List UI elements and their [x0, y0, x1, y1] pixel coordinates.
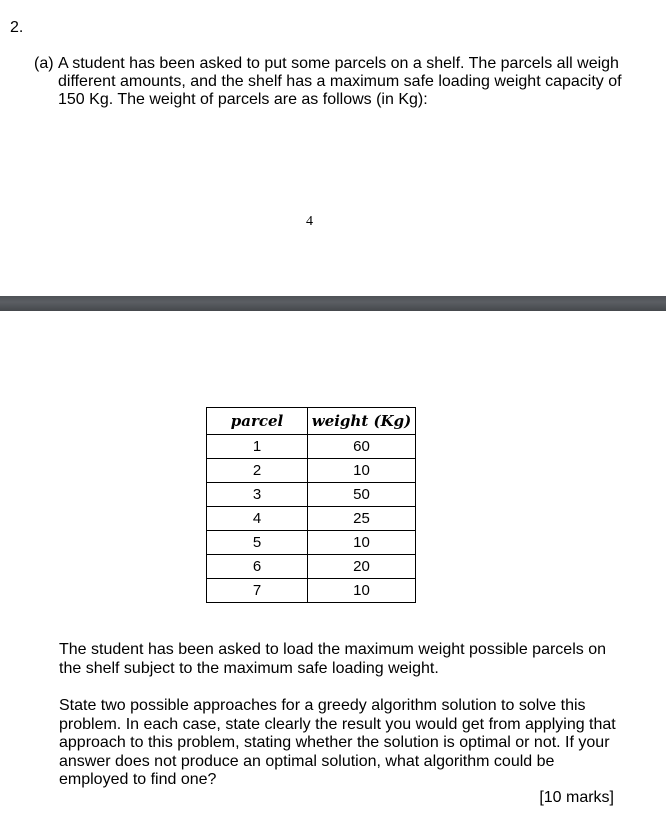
table-row	[207, 579, 416, 603]
parcel-cell: 5	[207, 531, 308, 555]
table-row	[207, 435, 416, 459]
table-row	[207, 483, 416, 507]
marks-label: [10 marks]	[539, 789, 614, 806]
paragraph-objective: The student has been asked to load the maximum weight possible parcels on the shelf subject to the maximum safe loading weight.	[59, 641, 606, 677]
header-weight: weight (Kg)	[308, 408, 416, 435]
weight-cell: 25	[308, 507, 416, 531]
table-row	[207, 555, 416, 579]
parcel-cell: 3	[207, 483, 308, 507]
parcel-cell: 4	[207, 507, 308, 531]
parcel-cell: 1	[207, 435, 308, 459]
part-label: (a)	[34, 55, 54, 72]
table-row	[207, 507, 416, 531]
weight-cell: 10	[308, 459, 416, 483]
question-part-a	[34, 55, 624, 109]
weight-cell: 50	[308, 483, 416, 507]
weight-cell: 20	[308, 555, 416, 579]
header-parcel: parcel	[207, 408, 308, 435]
weight-cell: 60	[308, 435, 416, 459]
table-header-row	[207, 408, 416, 435]
table-row	[207, 459, 416, 483]
weight-cell: 10	[308, 531, 416, 555]
question-number: 2.	[10, 19, 24, 36]
page-break-divider	[0, 296, 666, 311]
parcel-weight-table	[206, 407, 416, 603]
parcel-cell: 6	[207, 555, 308, 579]
part-text: A student has been asked to put some parcels on a shelf. The parcels all weigh different amounts, and the shelf has a maximum safe loading weight capacity of 150 Kg. The weight of parcels are as follows (in Kg):	[58, 55, 622, 108]
parcel-cell: 7	[207, 579, 308, 603]
page-number: 4	[306, 214, 313, 229]
paragraph-task: State two possible approaches for a greedy algorithm solution to solve this problem. In each case, state clearly the result you would get from applying that approach to this problem, stating whether the solution is optimal or not. If your answer does not produce an optimal solution, what algorithm could be employed to find one?	[59, 697, 616, 788]
weight-cell: 10	[308, 579, 416, 603]
parcel-cell: 2	[207, 459, 308, 483]
table-row	[207, 531, 416, 555]
page-top	[0, 0, 666, 296]
